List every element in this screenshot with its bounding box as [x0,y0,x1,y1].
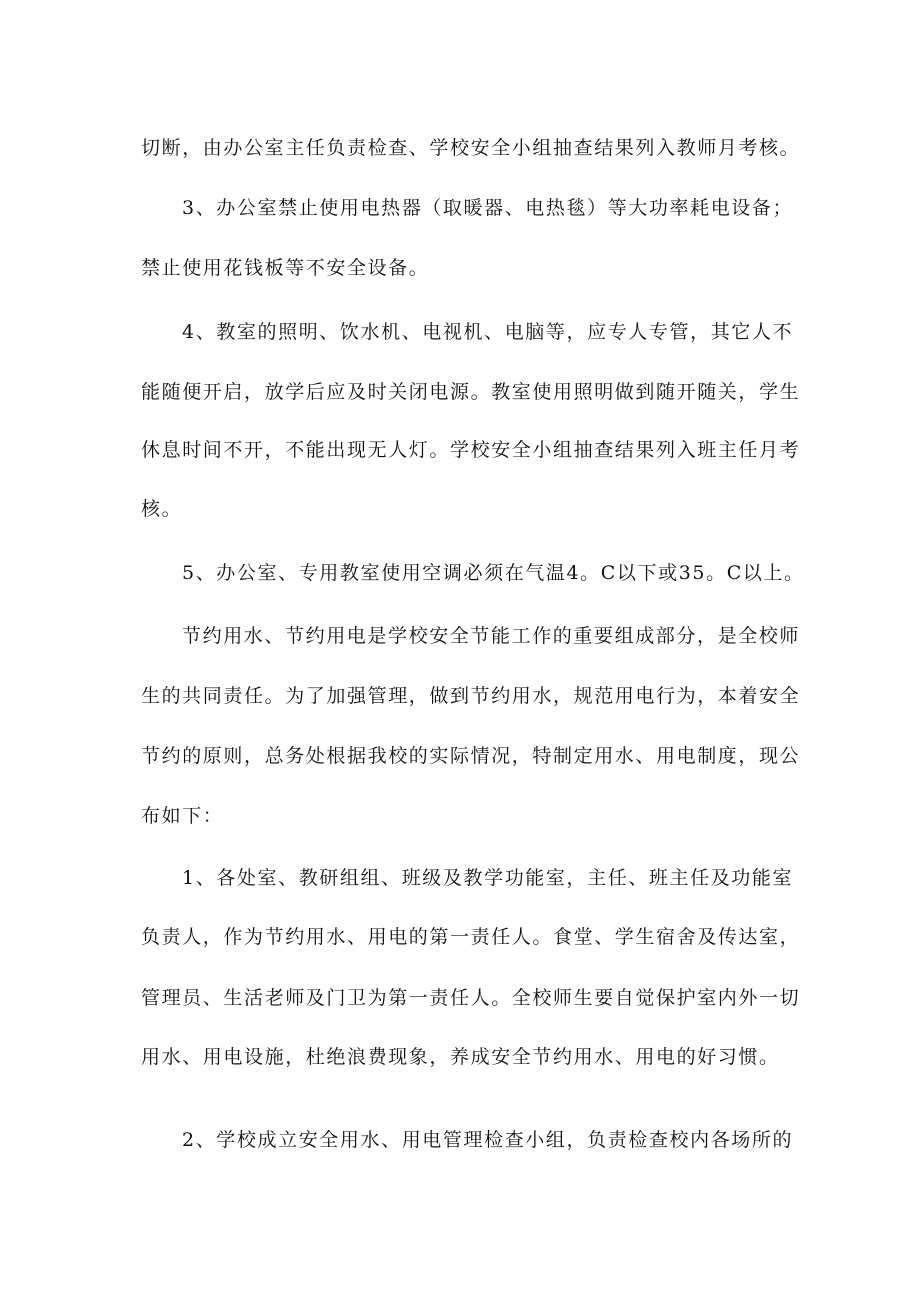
text-line: 4、教室的照明、饮水机、电视机、电脑等，应专人专管，其它人不 [182,321,794,343]
text-line: 负责人，作为节约用水、用电的第一责任人。食堂、学生宿舍及传达室， [141,926,801,948]
text-line: 布如下： [141,805,224,827]
text-line: 节约用水、节约用电是学校安全节能工作的重要组成部分，是全校师 [182,625,801,647]
text-line: 3、办公室禁止使用电热器（取暖器、电热毯）等大功率耗电设备； [182,197,794,219]
text-line: 禁止使用花钱板等不安全设备。 [141,257,430,279]
text-line: 休息时间不开，不能出现无人灯。学校安全小组抽查结果列入班主任月考 [141,439,801,461]
text-line: 1、各处室、教研组组、班级及教学功能室，主任、班主任及功能室 [182,867,794,889]
text-line: 核。 [141,498,183,520]
text-line: 2、学校成立安全用水、用电管理检查小组，负责检查校内各场所的 [182,1129,794,1151]
text-line: 用水、用电设施，杜绝浪费现象，养成安全节约用水、用电的好习惯。 [141,1046,780,1068]
text-line: 切断，由办公室主任负责检查、学校安全小组抽查结果列入教师月考核。 [141,137,801,159]
text-line: 能随便开启，放学后应及时关闭电源。教室使用照明做到随开随关，学生 [141,381,801,403]
text-line: 生的共同责任。为了加强管理，做到节约用水，规范用电行为，本着安全 [141,685,801,707]
text-line: 5、办公室、专用教室使用空调必须在气温4。C以下或35。C以上。 [182,562,805,584]
text-line: 节约的原则，总务处根据我校的实际情况，特制定用水、用电制度，现公 [141,745,801,767]
text-line: 管理员、生活老师及门卫为第一责任人。全校师生要自觉保护室内外一切 [141,987,801,1009]
